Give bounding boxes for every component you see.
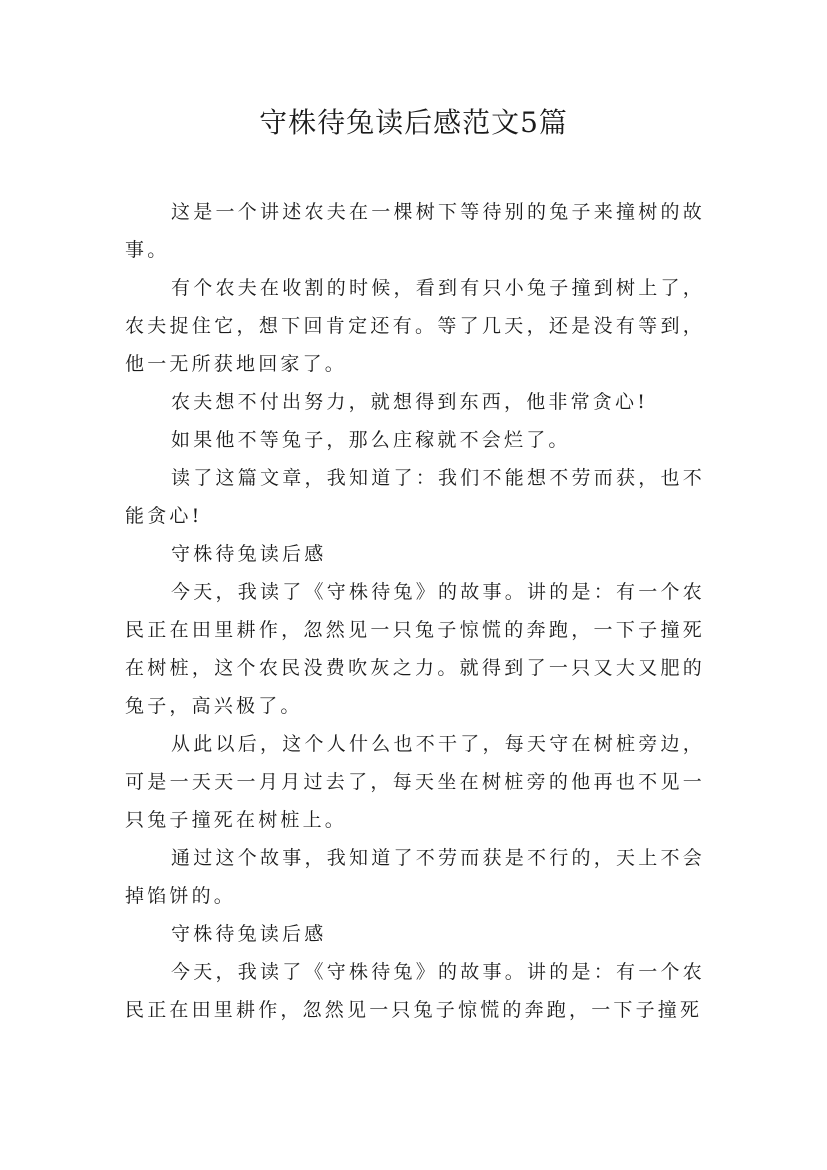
paragraph: 有个农夫在收割的时候，看到有只小兔子撞到树上了，农夫捉住它，想下回肯定还有。等了几天，还是没有等到，他一无所获地回家了。 (125, 277, 705, 375)
paragraph: 如果他不等兔子，那么庄稼就不会烂了。 (171, 429, 571, 451)
paragraph: 农夫想不付出努力，就想得到东西，他非常贪心! (171, 391, 649, 413)
section-heading: 守株待兔读后感 (171, 923, 327, 945)
section-heading: 守株待兔读后感 (171, 543, 327, 565)
paragraph: 通过这个故事，我知道了不劳而获是不行的，天上不会掉馅饼的。 (125, 847, 705, 907)
paragraph: 从此以后，这个人什么也不干了，每天守在树桩旁边，可是一天天一月月过去了，每天坐在树桩旁的他再也不见一只兔子撞死在树桩上。 (125, 733, 705, 831)
paragraph: 这是一个讲述农夫在一棵树下等待别的兔子来撞树的故事。 (125, 201, 705, 261)
document-body (125, 193, 705, 1029)
paragraph: 今天，我读了《守株待兔》的故事。讲的是：有一个农民正在田里耕作，忽然见一只兔子惊慌的奔跑，一下子撞死 (125, 961, 705, 1021)
paragraph: 今天，我读了《守株待兔》的故事。讲的是：有一个农民正在田里耕作，忽然见一只兔子惊慌的奔跑，一下子撞死在树桩，这个农民没费吹灰之力。就得到了一只又大又肥的兔子，高兴极了。 (125, 581, 705, 717)
paragraph: 读了这篇文章，我知道了：我们不能想不劳而获，也不能贪心! (125, 467, 705, 527)
document-title: 守株待兔读后感范文5篇 (259, 106, 568, 139)
